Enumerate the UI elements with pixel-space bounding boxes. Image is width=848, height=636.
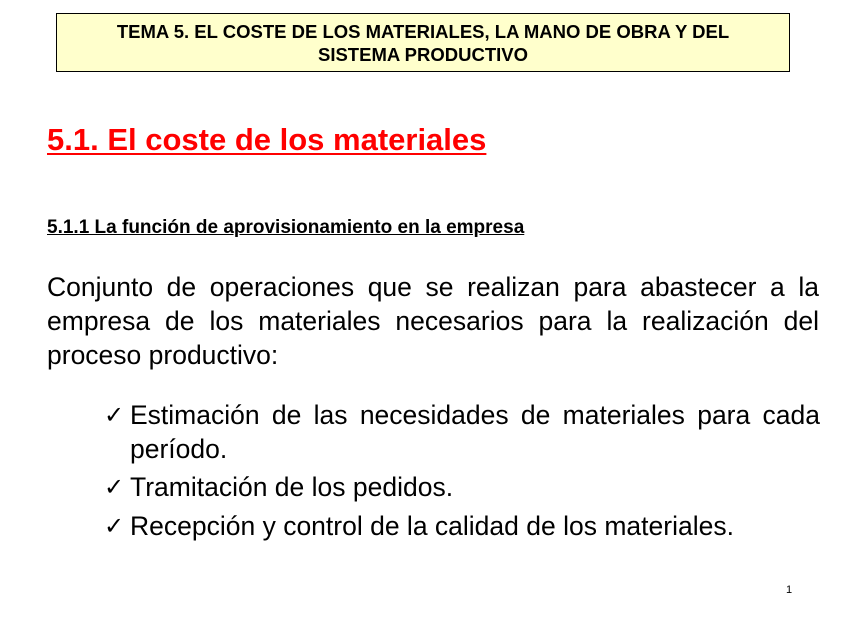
bullet-list	[104, 398, 820, 548]
title-line-2: SISTEMA PRODUCTIVO	[317, 43, 529, 65]
check-icon: ✓	[104, 513, 125, 540]
check-icon: ✓	[104, 474, 125, 501]
bullet-text: Estimación de las necesidades de materiales para cada período.	[130, 400, 820, 464]
bullet-item-reception	[104, 509, 820, 544]
title-box	[56, 13, 790, 72]
intro-paragraph: Conjunto de operaciones que se realizan para abastecer a la empresa de los materiales necesarios para la realización del proceso productivo:	[47, 272, 819, 370]
title-line-1: TEMA 5. EL COSTE DE LOS MATERIALES, LA MANO DE OBRA Y DEL	[116, 20, 730, 42]
bullet-text: Recepción y control de la calidad de los materiales.	[130, 511, 734, 541]
bullet-item-estimation	[104, 398, 820, 466]
check-icon: ✓	[104, 402, 125, 429]
bullet-text: Tramitación de los pedidos.	[130, 472, 454, 502]
subsection-heading: 5.1.1 La función de aprovisionamiento en la empresa	[47, 217, 525, 238]
section-heading: 5.1. El coste de los materiales	[47, 122, 487, 157]
bullet-item-orders	[104, 470, 820, 505]
page-number: 1	[786, 584, 793, 596]
